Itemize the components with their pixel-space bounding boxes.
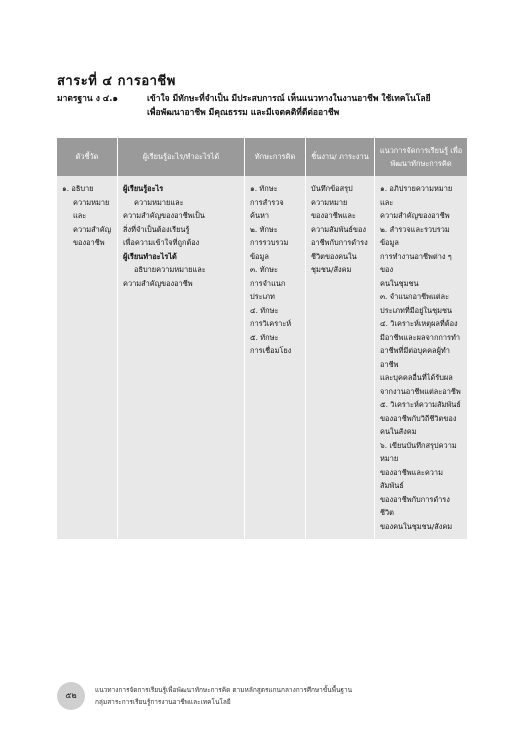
work-line: บันทึกข้อสรุป <box>311 184 353 193</box>
learn-line: อธิบายความหมายและ <box>134 265 206 274</box>
work-line: ชีวิตของคนใน <box>311 251 357 261</box>
header-work: ชิ้นงาน/ ภาระงาน <box>306 138 375 176</box>
footer-text <box>95 684 352 708</box>
skill-line: การจำแนก <box>250 278 286 288</box>
activity-line: ๖. เขียนบันทึกสรุปความหมาย <box>380 440 457 463</box>
skill-line: การสำรวจค้นหา <box>250 197 284 220</box>
activity-line: และบุคคลอื่นที่ได้รับผล <box>380 373 453 382</box>
activity-line: คนในสังคม <box>380 427 417 436</box>
activity-line: การทำงานอาชีพต่าง ๆ ของ <box>380 251 452 274</box>
activity-line: ของอาชีพกับการดำรงชีวิต <box>380 494 450 517</box>
activity-line: ๒. สำรวจและรวบรวมข้อมูล <box>380 224 450 247</box>
activity-line: คนในชุมชน <box>380 278 419 288</box>
skill-line: ๕. ทักษะ <box>250 332 279 342</box>
activity-line: จากงานอาชีพแต่ละอาชีพ <box>380 386 461 396</box>
learn-line: สิ่งที่จำเป็นต้องเรียนรู้ <box>123 224 190 234</box>
table-header-row <box>57 138 467 176</box>
page-footer <box>57 676 477 716</box>
skill-line: ๓. ทักษะ <box>250 265 278 274</box>
standard-code: มาตรฐาน ง ๔.๑ <box>57 94 118 104</box>
activity-line: ของอาชีพและความสัมพันธ์ <box>380 467 443 490</box>
indicator-line: ความสำคัญ <box>73 224 112 234</box>
indicator-line: ความหมาย <box>73 197 110 207</box>
skill-line: การเชื่อมโยง <box>250 346 292 355</box>
skill-line: ข้อมูล <box>250 251 269 261</box>
page-title: สาระที่ ๔ การอาชีพ <box>57 74 176 89</box>
table-row <box>57 176 467 539</box>
cell-learn <box>118 176 245 539</box>
activity-line: ๕. วิเคราะห์ความสัมพันธ์ <box>380 400 461 409</box>
activity-line: ๑. อภิปรายความหมายและ <box>380 184 453 207</box>
header-indicator: ตัวชี้วัด <box>57 138 118 176</box>
footer-line-1: แนวทางการจัดการเรียนรู้เพื่อพัฒนาทักษะการคิด ตามหลักสูตรแกนกลางการศึกษาขั้นพื้นฐาน <box>95 686 353 694</box>
skill-line: ประเภท <box>250 292 275 301</box>
indicator-line: ๑. อธิบาย <box>62 184 94 193</box>
skill-line: ๔. ทักษะ <box>250 305 279 315</box>
page-number: ๕๒ <box>57 682 85 710</box>
cell-work <box>306 176 375 539</box>
skill-line: ๑. ทักษะ <box>250 184 278 193</box>
cell-indicator <box>57 176 118 539</box>
work-line: ของอาชีพและ <box>311 211 356 220</box>
skill-line: การวิเคราะห์ <box>250 319 292 328</box>
activity-line: ของคนในชุมชน/สังคม <box>380 521 453 531</box>
learn-line: เพื่อความเข้าใจที่ถูกต้อง <box>123 238 200 247</box>
cell-activities <box>375 176 468 539</box>
header-learn: ผู้เรียนรู้อะไร/ทำอะไรได้ <box>118 138 245 176</box>
activity-line: ประเภทที่มีอยู่ในชุมชน <box>380 305 453 315</box>
indicator-table <box>57 138 467 539</box>
standard-line-1: เข้าใจ มีทักษะที่จำเป็น มีประสบการณ์ เห็นแนวทางในงานอาชีพ ใช้เทคโนโลยี <box>147 94 431 104</box>
footer-line-2: กลุ่มสาระการเรียนรู้การงานอาชีพและเทคโนโลยี <box>95 698 231 706</box>
skill-line: ๒. ทักษะ <box>250 224 278 234</box>
activity-line: อาชีพที่มีต่อบุคคลผู้ทำอาชีพ <box>380 346 450 369</box>
learn-line: ความหมายและ <box>134 197 184 207</box>
standard-statement <box>57 92 477 120</box>
header-skills: ทักษะการคิด <box>245 138 306 176</box>
activity-line: ความสำคัญของอาชีพ <box>380 211 450 220</box>
activity-line: ของอาชีพกับวิถีชีวิตของ <box>380 413 457 423</box>
standard-line-2: เพื่อพัฒนาอาชีพ มีคุณธรรม และมีเจตคติที่ดีต่ออาชีพ <box>147 108 340 118</box>
work-line: อาชีพกับการดำรง <box>311 238 368 247</box>
cell-skills <box>245 176 306 539</box>
work-line: ความหมาย <box>311 197 348 207</box>
indicator-line: และ <box>73 211 87 220</box>
activity-line: ๓. จำแนกอาชีพแต่ละ <box>380 292 450 301</box>
learn-heading-1: ผู้เรียนรู้อะไร <box>123 184 164 193</box>
learn-heading-2: ผู้เรียนทำอะไรได้ <box>123 251 177 261</box>
header-activities: แนวการจัดการเรียนรู้ เพื่อพัฒนาทักษะการคิด <box>375 138 468 176</box>
learn-line: ความสำคัญของอาชีพเป็น <box>123 211 205 220</box>
learn-line: ความสำคัญของอาชีพ <box>123 278 193 288</box>
work-line: ความสัมพันธ์ของ <box>311 224 367 234</box>
activity-line: มีอาชีพและผลจากการทำ <box>380 332 461 342</box>
work-line: ชุมชน/สังคม <box>311 265 352 274</box>
skill-line: การรวบรวม <box>250 238 289 247</box>
activity-line: ๔. วิเคราะห์เหตุผลที่ต้อง <box>380 319 458 328</box>
indicator-line: ของอาชีพ <box>73 238 105 247</box>
